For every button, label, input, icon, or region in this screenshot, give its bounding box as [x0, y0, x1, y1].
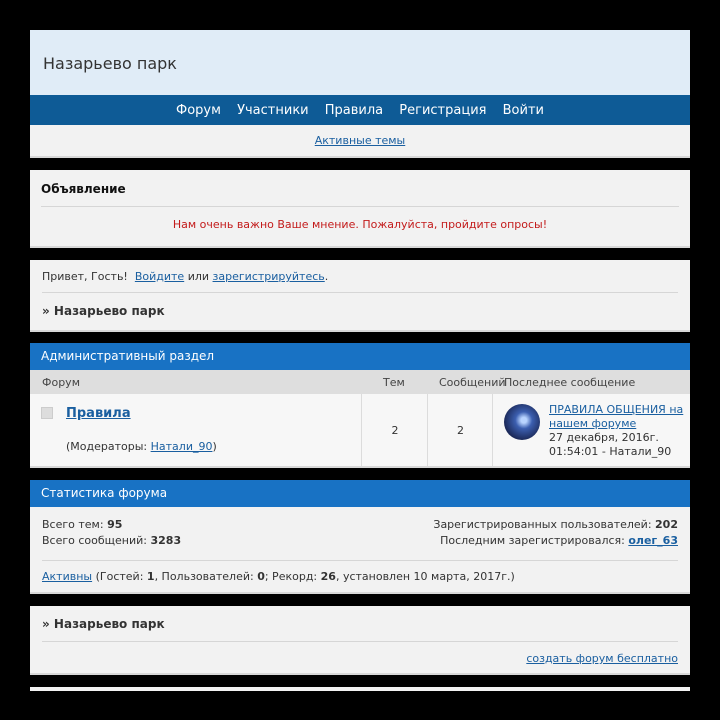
posts-cell	[427, 394, 492, 466]
greeting-suffix: .	[324, 270, 329, 283]
site-header	[30, 30, 690, 158]
site-title-bar	[30, 30, 690, 95]
main-nav	[30, 95, 690, 125]
login-link[interactable]: Войдите	[134, 270, 185, 283]
posts-count: 2	[457, 424, 464, 437]
registered-label: Зарегистрированных пользователей:	[433, 518, 652, 531]
footer-credit	[42, 642, 678, 665]
register-link[interactable]: зарегистрируйтесь	[212, 270, 325, 283]
topics-count: 2	[391, 424, 399, 437]
forum-status-icon	[41, 407, 53, 419]
online-line	[42, 570, 515, 583]
footer-panel	[30, 606, 690, 675]
footer-breadcrumb[interactable]: » Назарьево парк	[42, 617, 678, 642]
topics-cell	[361, 394, 427, 466]
registered-count: 202	[655, 518, 678, 531]
last-post-date: 27 декабря, 2016г. 01:54:01 - Натали_90	[549, 431, 672, 458]
announcement-heading: Объявление	[41, 182, 679, 207]
forum-category	[30, 343, 690, 468]
forum-stats	[30, 480, 690, 594]
column-forum: Форум	[42, 376, 80, 389]
nav-members[interactable]: Участники	[237, 103, 309, 118]
total-posts: 3283	[150, 534, 182, 547]
breadcrumb[interactable]: » Назарьево парк	[42, 304, 165, 318]
record-label: ; Рекорд:	[264, 570, 318, 583]
nav-register[interactable]: Регистрация	[399, 103, 487, 118]
greeting-or: или	[187, 270, 210, 283]
avatar[interactable]	[504, 404, 540, 440]
last-registered-link[interactable]: олег_63	[628, 534, 678, 547]
site-title: Назарьево парк	[43, 54, 177, 73]
greeting-panel	[30, 260, 690, 332]
last-registered-label: Последним зарегистрировался:	[440, 534, 625, 547]
record-count: 26	[320, 570, 336, 583]
active-topics-link[interactable]: Активные темы	[314, 134, 406, 147]
stats-body	[30, 507, 690, 593]
create-forum-link[interactable]: создать форум бесплатно	[526, 652, 678, 665]
moderators-close: )	[212, 440, 217, 453]
total-topics-label: Всего тем:	[42, 518, 104, 531]
forum-moderators	[66, 440, 217, 453]
column-topics: Тем	[383, 376, 405, 389]
announcement-message: Нам очень важно Ваше мнение. Пожалуйста, пройдите опросы!	[172, 218, 548, 231]
sub-nav	[30, 125, 690, 147]
forum-table-header	[30, 370, 690, 394]
moderators-label: (Модераторы:	[66, 440, 148, 453]
category-title[interactable]: Административный раздел	[30, 343, 690, 370]
last-post	[549, 403, 684, 459]
guests-count: 1	[146, 570, 155, 583]
stats-title: Статистика форума	[30, 480, 690, 507]
nav-login[interactable]: Войти	[502, 103, 544, 118]
nav-forum[interactable]: Форум	[176, 103, 221, 118]
guests-label: (Гостей:	[95, 570, 144, 583]
record-suffix: , установлен 10 марта, 2017г.)	[335, 570, 515, 583]
stats-divider	[42, 560, 678, 561]
online-link[interactable]: Активны	[42, 570, 93, 583]
stats-right	[433, 517, 678, 549]
moderator-link[interactable]: Натали_90	[150, 440, 213, 453]
total-posts-label: Всего сообщений:	[42, 534, 147, 547]
column-last-post: Последнее сообщение	[504, 376, 636, 389]
page-bottom-edge	[30, 687, 690, 691]
greeting-text: Привет, Гость!	[42, 270, 128, 283]
nav-rules[interactable]: Правила	[324, 103, 384, 118]
forum-row	[30, 394, 690, 466]
announcement-panel	[30, 170, 690, 248]
greeting-line	[42, 270, 678, 293]
column-posts: Сообщений	[439, 376, 506, 389]
forum-name-link[interactable]: Правила	[66, 406, 131, 421]
last-post-link[interactable]: ПРАВИЛА ОБЩЕНИЯ на нашем форуме	[549, 403, 684, 430]
total-topics: 95	[107, 518, 123, 531]
users-label: , Пользователей:	[154, 570, 254, 583]
stats-left	[42, 517, 181, 549]
users-count: 0	[257, 570, 265, 583]
